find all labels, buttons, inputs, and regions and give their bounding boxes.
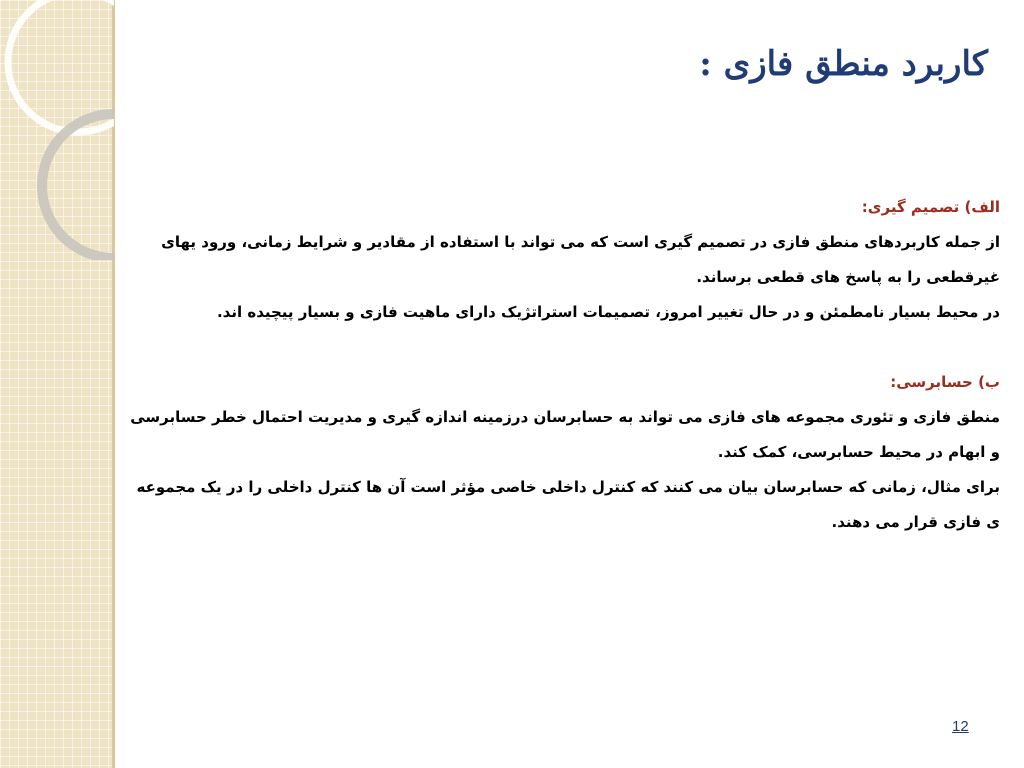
section-spacer [126, 330, 1000, 365]
slide-content [126, 190, 1000, 540]
paragraph-auditing-1: منطق فازی و تئوری مجموعه های فازی می تواند به حسابرسان درزمینه اندازه گیری و مدیریت احتمال خطر حسابرسی و ابهام در محیط حسابرسی، کمک کند. [130, 408, 1000, 461]
page-number: 12 [952, 718, 969, 735]
paragraph-auditing-2: برای مثال، زمانی که حسابرسان بیان می کنند که کنترل داخلی خاصی مؤثر است آن ها کنترل داخلی را در یک مجموعه ی فازی قرار می دهند. [136, 478, 1000, 531]
paragraph-decision-making-2: در محیط بسیار نامطمئن و در حال تغییر امروز، تصمیمات استراتژیک دارای ماهیت فازی و بسیار پیچیده اند. [216, 303, 1000, 321]
decorative-rings [0, 0, 114, 260]
section-heading-auditing: ب) حسابرسی: [890, 373, 1000, 391]
section-heading-decision-making: الف) تصمیم گیری: [861, 198, 1000, 216]
paragraph-decision-making-1: از جمله کاربردهای منطق فازی در تصمیم گیری است که می تواند با استفاده از مقادیر و شرایط زمانی، ورود یهای غیرقطعی را به پاسخ های قطعی برساند. [161, 233, 1000, 286]
slide-title: کاربرد منطق فازی : [699, 44, 988, 84]
decorative-ring-small [42, 114, 114, 258]
